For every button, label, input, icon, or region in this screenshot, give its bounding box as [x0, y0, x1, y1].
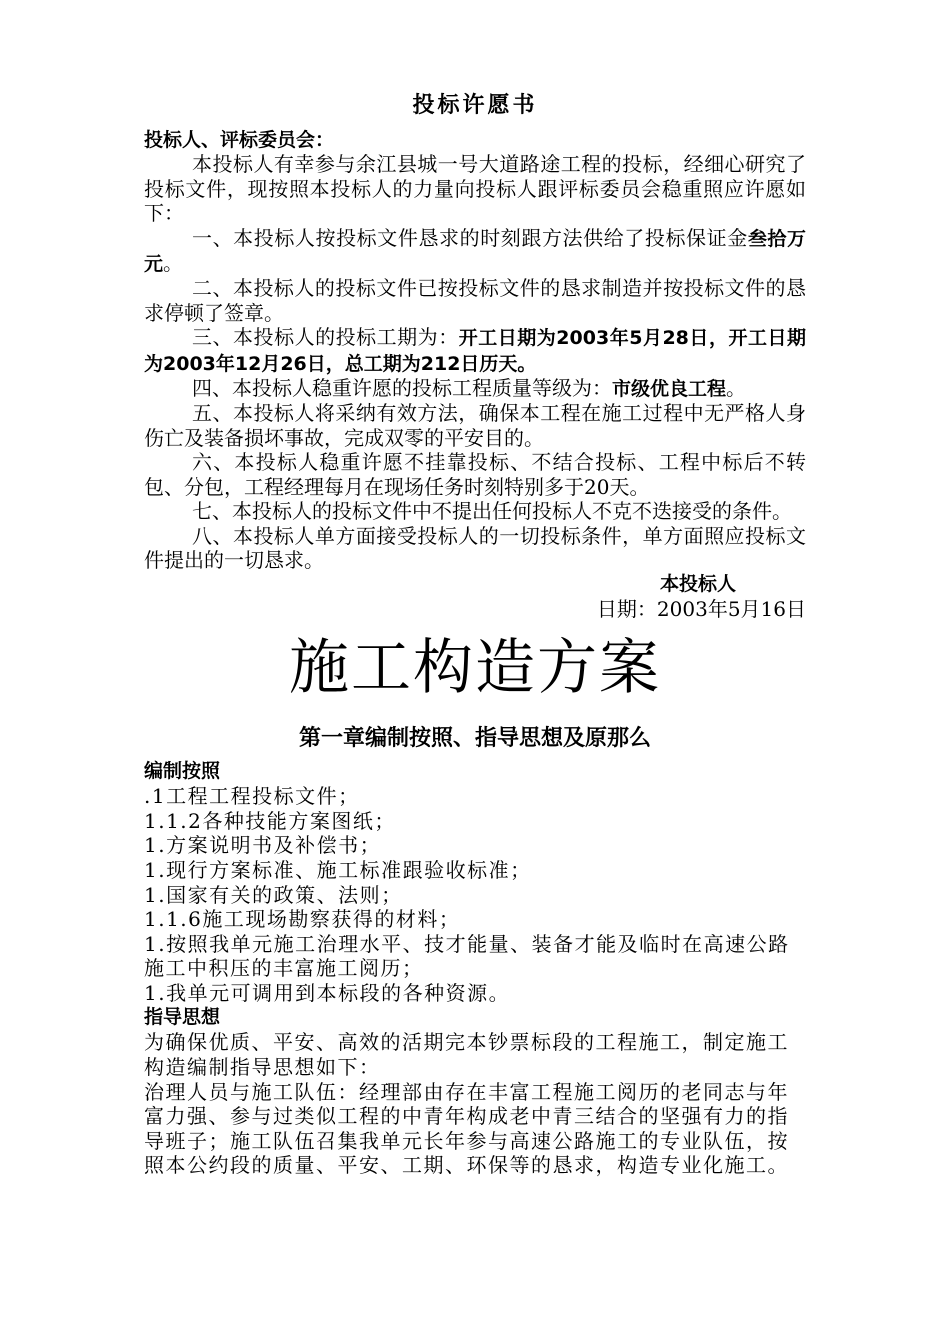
item-1-amount: 叁拾万元: [144, 227, 806, 276]
item-3-schedule: 开工日期为2003年5月28日，开工日期为2003年12月26日，总工期为212日历天。: [144, 327, 807, 375]
item-4: [144, 376, 806, 401]
item-3-text: 三、本投标人的投标工期为：: [192, 325, 459, 350]
basis-item: 1.1.6施工现场勘察获得的材料；: [144, 907, 461, 932]
intro-paragraph: 本投标人有幸参与余江县城一号大道路途工程的投标，经细心研究了投标文件，现按照本投标人的力量向投标人跟评标委员会稳重照应许愿如下：: [144, 152, 806, 226]
item-8: 八、本投标人单方面接受投标人的一切投标条件，单方面照应投标文件提出的一切恳求。: [144, 523, 806, 572]
basis-item: 1.国家有关的政策、法则；: [144, 882, 403, 907]
item-4-end: 。: [726, 376, 747, 401]
item-1-end: 。: [163, 251, 184, 276]
item-7: 七、本投标人的投标文件中不提出任何投标人不克不迭接受的条件。: [192, 499, 792, 524]
basis-item: 1.我单元可调用到本标段的各种资源。: [144, 980, 511, 1005]
item-6: 六、本投标人稳重许愿不挂靠投标、不结合投标、工程中标后不转包、分包，工程经理每月在现场任务时刻特别多于20天。: [144, 450, 806, 499]
item-1: [144, 226, 806, 277]
chapter-heading: 第一章编制按照、指导思想及原那么: [298, 726, 651, 752]
salutation: 投标人、评标委员会：: [144, 129, 335, 151]
guide-intro: 为确保优质、平安、高效的活期完本钞票标段的工程施工，制定施工构造编制指导思想如下：: [144, 1030, 789, 1080]
signature-date: 日期：2003年5月16日: [596, 596, 806, 621]
plan-title: 施工构造方案: [289, 633, 661, 704]
basis-item: .1工程工程投标文件；: [144, 784, 360, 809]
basis-item: 1.1.2各种技能方案图纸；: [144, 808, 396, 833]
item-5: 五、本投标人将采纳有效方法，确保本工程在施工过程中无严格人身伤亡及装备损坏事故，完成双零的平安目的。: [144, 401, 806, 450]
item-4-quality: 市级优良工程: [612, 378, 727, 401]
item-3: [144, 325, 806, 376]
item-2: 二、本投标人的投标文件已按投标文件的恳求制造并按投标文件的恳求停顿了签章。: [144, 276, 806, 325]
basis-item: 1.现行方案标准、施工标准跟验收标准；: [144, 857, 532, 882]
guide-paragraph: 治理人员与施工队伍：经理部由存在丰富工程施工阅历的老同志与年富力强、参与过类似工程的中青年构成老中青三结合的坚强有力的指导班子；施工队伍召集我单元长年参与高速公路施工的专业队伍，按照本公约段的质量、平安、工期、环保等的恳求，构造专业化施工。: [144, 1079, 789, 1178]
basis-item: 1.按照我单元施工治理水平、技才能量、装备才能及临时在高速公路施工中积压的丰富施工阅历；: [144, 931, 790, 981]
guide-heading: 指导思想: [144, 1006, 221, 1029]
item-1-text: 一、本投标人按投标文件恳求的时刻跟方法供给了投标保证金: [192, 225, 748, 250]
signature: 本投标人: [659, 573, 736, 596]
tender-title: 投标许愿书: [412, 92, 538, 118]
document-page: [144, 88, 806, 1178]
basis-list: [144, 784, 806, 1005]
basis-heading: 编制按照: [144, 760, 221, 783]
basis-item: 1.方案说明书及补偿书；: [144, 833, 382, 858]
item-4-text: 四、本投标人稳重许愿的投标工程质量等级为：: [192, 376, 612, 401]
